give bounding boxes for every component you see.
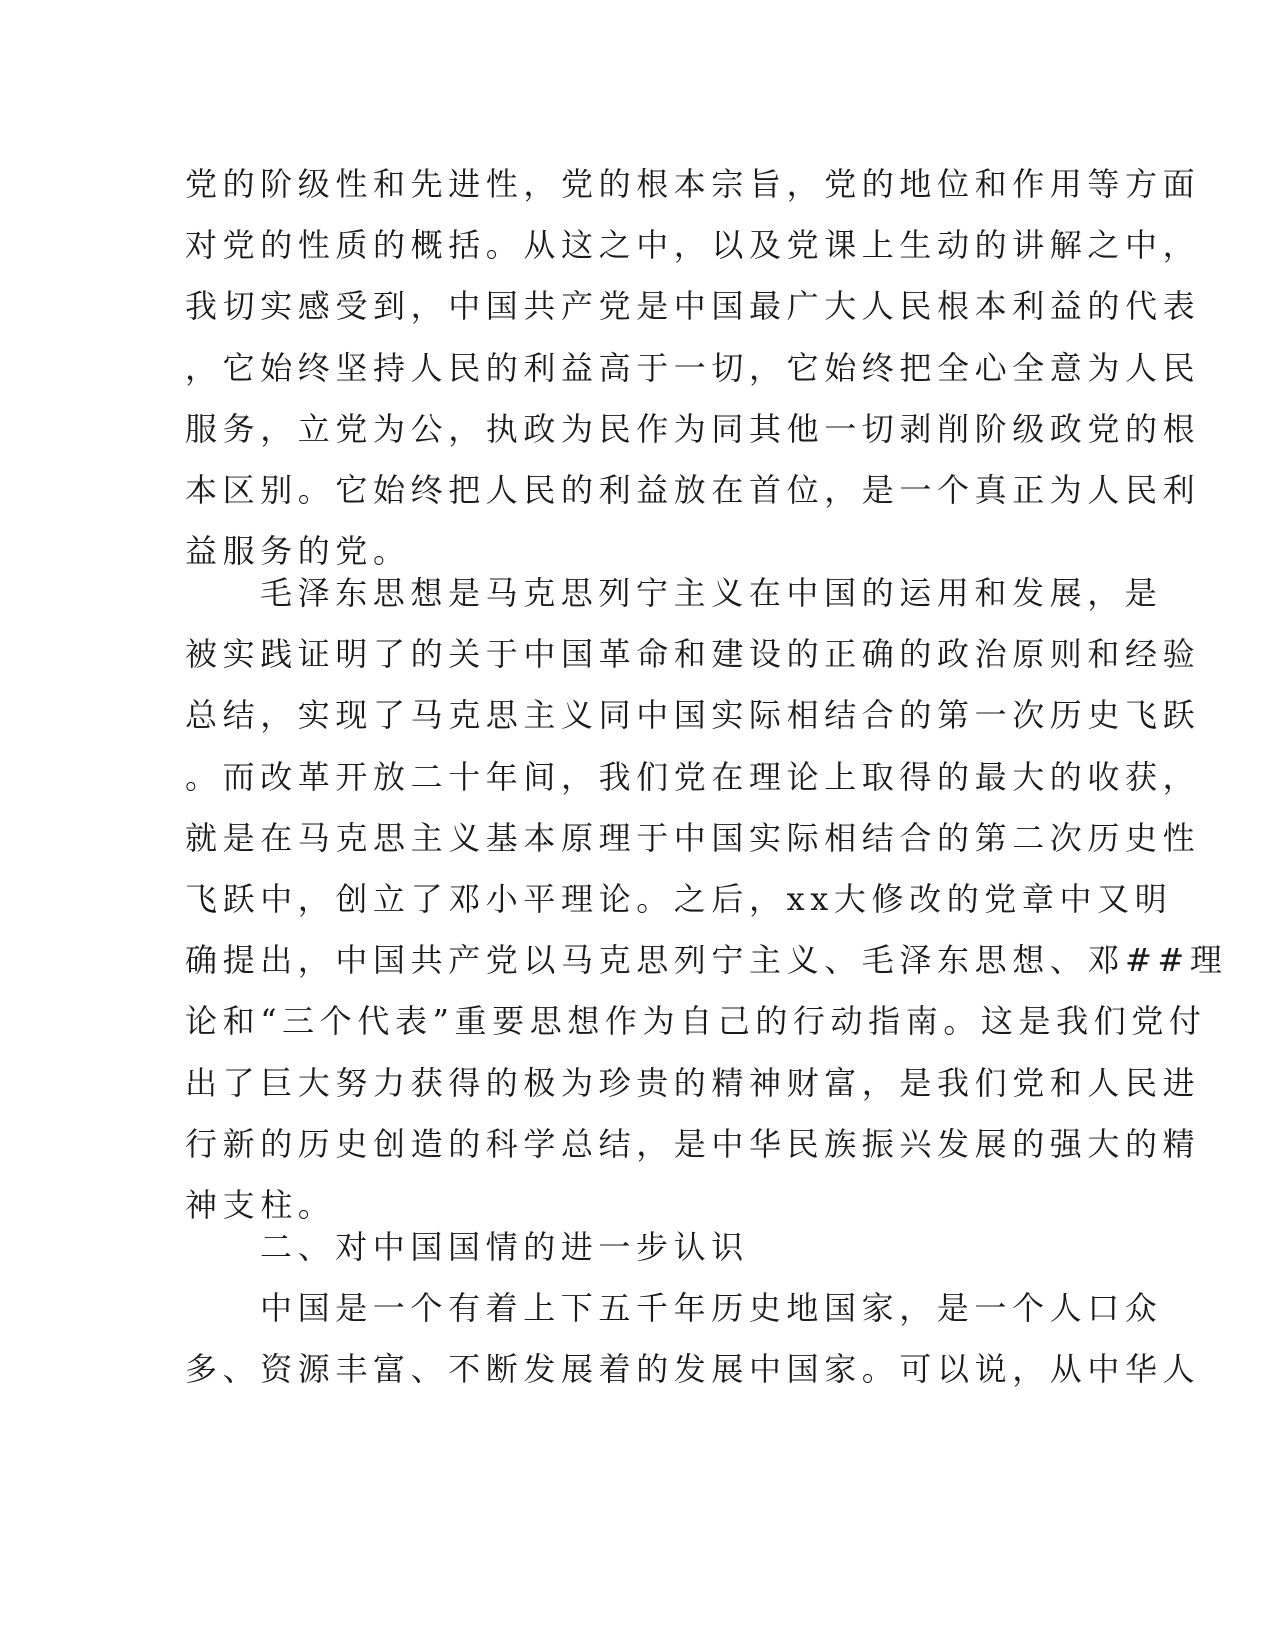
text-line: 。而改革开放二十年间，我们党在理论上取得的最大的收获，: [185, 757, 1201, 796]
text-line: 我切实感受到，中国共产党是中国最广大人民根本利益的代表: [185, 287, 1201, 326]
text-line: 被实践证明了的关于中国革命和建设的正确的政治原则和经验: [185, 635, 1201, 674]
text-line: ，它始终坚持人民的利益高于一切，它始终把全心全意为人民: [185, 348, 1201, 387]
text-line: 党的阶级性和先进性，党的根本宗旨，党的地位和作用等方面: [185, 165, 1201, 203]
text-line: 神支柱。: [185, 1185, 336, 1224]
paragraph-party-nature: [185, 154, 1201, 582]
text-line: 就是在马克思主义基本原理于中国实际相结合的第二次历史性: [185, 818, 1201, 857]
text-line: 本区别。它始终把人民的利益放在首位，是一个真正为人民利: [185, 470, 1201, 509]
text-line: 服务，立党为公，执政为民作为同其他一切剥削阶级政党的根: [185, 409, 1201, 448]
text-line: 论和“三个代表”重要思想作为自己的行动指南。这是我们党付: [185, 1002, 1207, 1041]
text-line: 益服务的党。: [185, 532, 411, 571]
section-heading: 二、对中国国情的进一步认识: [260, 1228, 749, 1266]
paragraph-mao-zedong-thought: [185, 563, 1228, 1236]
text-line: 毛泽东思想是马克思列宁主义在中国的运用和发展，是: [260, 574, 1163, 612]
text-line: 对党的性质的概括。从这之中，以及党课上生动的讲解之中，: [185, 226, 1201, 265]
text-line: 多、资源丰富、不断发展着的发展中国家。可以说，从中华人: [185, 1350, 1201, 1389]
paragraph-national-conditions: [185, 1217, 1201, 1401]
text-line: 飞跃中，创立了邓小平理论。之后，xx大修改的党章中又明: [185, 879, 1173, 918]
text-line: 出了巨大努力获得的极为珍贵的精神财富，是我们党和人民进: [185, 1063, 1201, 1102]
text-line: 行新的历史创造的科学总结，是中华民族振兴发展的强大的精: [185, 1124, 1201, 1163]
text-line: 中国是一个有着上下五千年历史地国家，是一个人口众: [260, 1289, 1163, 1328]
text-line: 总结，实现了马克思主义同中国实际相结合的第一次历史飞跃: [185, 696, 1201, 735]
text-line: 确提出，中国共产党以马克思列宁主义、毛泽东思想、邓##理: [185, 941, 1228, 980]
